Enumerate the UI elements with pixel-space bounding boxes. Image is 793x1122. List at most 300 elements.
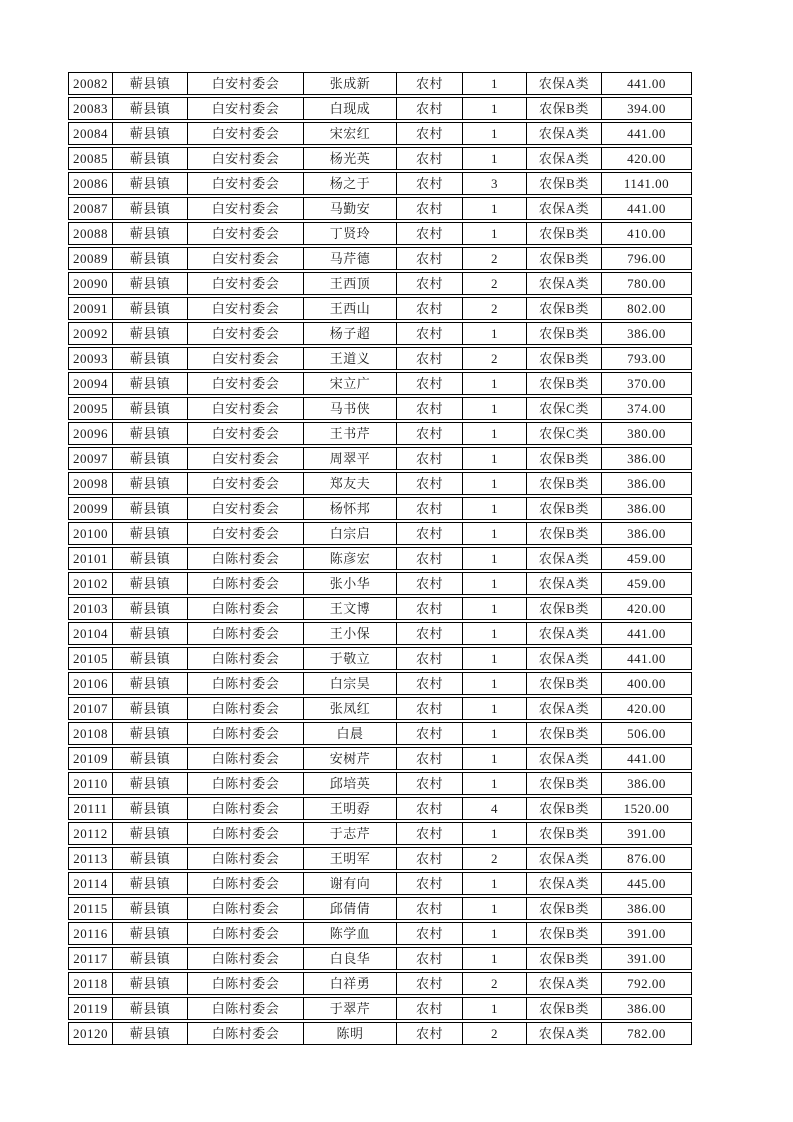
cell-person-name: 马书侠	[304, 398, 397, 419]
cell-record-id: 20109	[69, 748, 113, 769]
cell-residence-type: 农村	[397, 273, 463, 294]
cell-record-id: 20111	[69, 798, 113, 819]
table-row	[68, 772, 692, 795]
cell-record-id: 20119	[69, 998, 113, 1019]
cell-insurance-category: 农保A类	[527, 623, 602, 644]
cell-record-id: 20084	[69, 123, 113, 144]
cell-town: 蕲县镇	[113, 148, 188, 169]
table-row	[68, 172, 692, 195]
cell-insurance-category: 农保B类	[527, 523, 602, 544]
cell-amount: 380.00	[627, 426, 666, 441]
cell-residence-type: 农村	[397, 198, 463, 219]
cell-residence-type: 农村	[397, 598, 463, 619]
cell-person-count: 1	[463, 398, 527, 419]
cell-person-count: 1	[463, 123, 527, 144]
cell-residence-type: 农村	[397, 348, 463, 369]
cell-insurance-category: 农保B类	[527, 898, 602, 919]
cell-record-id: 20114	[69, 873, 113, 894]
cell-town: 蕲县镇	[113, 273, 188, 294]
cell-person-count: 1	[463, 498, 527, 519]
cell-amount: 386.00	[627, 501, 666, 516]
cell-record-id: 20095	[69, 398, 113, 419]
cell-residence-type: 农村	[397, 673, 463, 694]
cell-amount: 386.00	[627, 526, 666, 541]
cell-insurance-category: 农保B类	[527, 923, 602, 944]
cell-residence-type: 农村	[397, 98, 463, 119]
cell-insurance-category: 农保B类	[527, 598, 602, 619]
cell-residence-type: 农村	[397, 948, 463, 969]
cell-town: 蕲县镇	[113, 973, 188, 994]
cell-amount: 386.00	[627, 776, 666, 791]
cell-person-name: 陈彦宏	[304, 548, 397, 569]
cell-amount: 445.00	[627, 876, 666, 891]
table-row	[68, 672, 692, 695]
cell-town: 蕲县镇	[113, 773, 188, 794]
cell-person-name: 白宗启	[304, 523, 397, 544]
cell-town: 蕲县镇	[113, 748, 188, 769]
table-row	[68, 497, 692, 520]
cell-person-count: 1	[463, 148, 527, 169]
cell-amount: 441.00	[627, 751, 666, 766]
cell-person-count: 1	[463, 573, 527, 594]
cell-residence-type: 农村	[397, 748, 463, 769]
cell-town: 蕲县镇	[113, 823, 188, 844]
cell-village-committee: 白安村委会	[188, 523, 304, 544]
cell-person-count: 1	[463, 773, 527, 794]
cell-record-id: 20116	[69, 923, 113, 944]
cell-town: 蕲县镇	[113, 123, 188, 144]
cell-residence-type: 农村	[397, 323, 463, 344]
cell-record-id: 20110	[69, 773, 113, 794]
cell-village-committee: 白陈村委会	[188, 848, 304, 869]
cell-record-id: 20098	[69, 473, 113, 494]
table-row	[68, 272, 692, 295]
cell-insurance-category: 农保B类	[527, 798, 602, 819]
cell-town: 蕲县镇	[113, 248, 188, 269]
cell-insurance-category: 农保B类	[527, 373, 602, 394]
cell-amount: 410.00	[627, 226, 666, 241]
cell-record-id: 20100	[69, 523, 113, 544]
cell-person-name: 王道义	[304, 348, 397, 369]
cell-record-id: 20108	[69, 723, 113, 744]
cell-person-name: 杨子超	[304, 323, 397, 344]
cell-insurance-category: 农保B类	[527, 823, 602, 844]
table-row	[68, 622, 692, 645]
cell-person-count: 1	[463, 648, 527, 669]
cell-person-count: 2	[463, 348, 527, 369]
cell-amount: 802.00	[627, 301, 666, 316]
cell-town: 蕲县镇	[113, 223, 188, 244]
cell-person-name: 杨之于	[304, 173, 397, 194]
cell-person-name: 白宗昊	[304, 673, 397, 694]
table-row	[68, 522, 692, 545]
cell-insurance-category: 农保A类	[527, 748, 602, 769]
cell-person-count: 1	[463, 448, 527, 469]
cell-record-id: 20107	[69, 698, 113, 719]
cell-person-name: 陈学血	[304, 923, 397, 944]
cell-person-name: 王西山	[304, 298, 397, 319]
cell-residence-type: 农村	[397, 823, 463, 844]
table-row	[68, 197, 692, 220]
cell-person-count: 1	[463, 98, 527, 119]
cell-insurance-category: 农保A类	[527, 848, 602, 869]
table-row	[68, 747, 692, 770]
cell-person-count: 1	[463, 323, 527, 344]
cell-amount: 391.00	[627, 826, 666, 841]
cell-person-name: 张凤红	[304, 698, 397, 719]
cell-village-committee: 白陈村委会	[188, 948, 304, 969]
cell-town: 蕲县镇	[113, 548, 188, 569]
cell-residence-type: 农村	[397, 298, 463, 319]
table-row	[68, 597, 692, 620]
cell-insurance-category: 农保B类	[527, 723, 602, 744]
cell-town: 蕲县镇	[113, 723, 188, 744]
cell-town: 蕲县镇	[113, 448, 188, 469]
cell-person-count: 2	[463, 298, 527, 319]
table-row	[68, 822, 692, 845]
cell-amount: 441.00	[627, 201, 666, 216]
cell-person-name: 马芹德	[304, 248, 397, 269]
cell-record-id: 20103	[69, 598, 113, 619]
cell-person-count: 2	[463, 848, 527, 869]
cell-person-name: 于翠芹	[304, 998, 397, 1019]
cell-village-committee: 白陈村委会	[188, 898, 304, 919]
cell-amount: 386.00	[627, 476, 666, 491]
cell-town: 蕲县镇	[113, 498, 188, 519]
cell-insurance-category: 农保A类	[527, 73, 602, 94]
cell-village-committee: 白安村委会	[188, 473, 304, 494]
cell-town: 蕲县镇	[113, 198, 188, 219]
cell-town: 蕲县镇	[113, 348, 188, 369]
cell-residence-type: 农村	[397, 523, 463, 544]
cell-village-committee: 白陈村委会	[188, 598, 304, 619]
cell-insurance-category: 农保B类	[527, 673, 602, 694]
cell-town: 蕲县镇	[113, 673, 188, 694]
table-row	[68, 647, 692, 670]
cell-insurance-category: 农保A类	[527, 548, 602, 569]
cell-residence-type: 农村	[397, 873, 463, 894]
cell-person-name: 杨怀邦	[304, 498, 397, 519]
cell-person-count: 2	[463, 973, 527, 994]
cell-town: 蕲县镇	[113, 73, 188, 94]
cell-record-id: 20097	[69, 448, 113, 469]
cell-town: 蕲县镇	[113, 648, 188, 669]
cell-insurance-category: 农保B类	[527, 223, 602, 244]
cell-person-name: 王明军	[304, 848, 397, 869]
cell-village-committee: 白陈村委会	[188, 548, 304, 569]
cell-residence-type: 农村	[397, 698, 463, 719]
table-row	[68, 397, 692, 420]
cell-record-id: 20106	[69, 673, 113, 694]
cell-amount: 780.00	[627, 276, 666, 291]
cell-insurance-category: 农保C类	[527, 398, 602, 419]
cell-insurance-category: 农保B类	[527, 998, 602, 1019]
cell-record-id: 20101	[69, 548, 113, 569]
cell-village-committee: 白安村委会	[188, 148, 304, 169]
cell-person-count: 1	[463, 598, 527, 619]
table-row	[68, 997, 692, 1020]
cell-village-committee: 白安村委会	[188, 198, 304, 219]
cell-person-name: 张成新	[304, 73, 397, 94]
cell-amount: 391.00	[627, 951, 666, 966]
cell-amount: 386.00	[627, 901, 666, 916]
cell-residence-type: 农村	[397, 773, 463, 794]
cell-town: 蕲县镇	[113, 473, 188, 494]
cell-village-committee: 白安村委会	[188, 248, 304, 269]
cell-person-count: 1	[463, 523, 527, 544]
cell-person-name: 宋立广	[304, 373, 397, 394]
cell-person-count: 1	[463, 473, 527, 494]
cell-village-committee: 白安村委会	[188, 223, 304, 244]
cell-record-id: 20087	[69, 198, 113, 219]
cell-insurance-category: 农保B类	[527, 173, 602, 194]
cell-record-id: 20086	[69, 173, 113, 194]
cell-person-name: 于志芹	[304, 823, 397, 844]
cell-village-committee: 白陈村委会	[188, 648, 304, 669]
cell-village-committee: 白陈村委会	[188, 873, 304, 894]
cell-person-count: 1	[463, 73, 527, 94]
cell-village-committee: 白安村委会	[188, 298, 304, 319]
cell-person-name: 邱培英	[304, 773, 397, 794]
cell-amount: 420.00	[627, 701, 666, 716]
cell-town: 蕲县镇	[113, 423, 188, 444]
cell-record-id: 20102	[69, 573, 113, 594]
cell-person-name: 邱倩倩	[304, 898, 397, 919]
cell-person-count: 1	[463, 423, 527, 444]
cell-village-committee: 白陈村委会	[188, 573, 304, 594]
cell-amount: 1520.00	[623, 801, 670, 816]
cell-person-name: 宋宏红	[304, 123, 397, 144]
cell-person-count: 1	[463, 198, 527, 219]
cell-person-name: 马勤安	[304, 198, 397, 219]
cell-residence-type: 农村	[397, 848, 463, 869]
table-row	[68, 1022, 692, 1045]
cell-amount: 441.00	[627, 76, 666, 91]
cell-amount: 793.00	[627, 351, 666, 366]
cell-person-count: 1	[463, 923, 527, 944]
cell-record-id: 20082	[69, 73, 113, 94]
cell-insurance-category: 农保B类	[527, 98, 602, 119]
table-row	[68, 322, 692, 345]
cell-record-id: 20118	[69, 973, 113, 994]
table-row	[68, 122, 692, 145]
cell-residence-type: 农村	[397, 373, 463, 394]
cell-amount: 391.00	[627, 926, 666, 941]
cell-residence-type: 农村	[397, 898, 463, 919]
cell-amount: 394.00	[627, 101, 666, 116]
cell-person-name: 郑友夫	[304, 473, 397, 494]
cell-insurance-category: 农保B类	[527, 773, 602, 794]
cell-insurance-category: 农保A类	[527, 123, 602, 144]
cell-amount: 386.00	[627, 326, 666, 341]
cell-town: 蕲县镇	[113, 1023, 188, 1044]
cell-record-id: 20094	[69, 373, 113, 394]
cell-village-committee: 白陈村委会	[188, 973, 304, 994]
cell-person-count: 4	[463, 798, 527, 819]
cell-amount: 374.00	[627, 401, 666, 416]
cell-amount: 876.00	[627, 851, 666, 866]
cell-residence-type: 农村	[397, 248, 463, 269]
cell-record-id: 20090	[69, 273, 113, 294]
cell-person-count: 1	[463, 373, 527, 394]
table-row	[68, 72, 692, 95]
cell-record-id: 20113	[69, 848, 113, 869]
cell-record-id: 20117	[69, 948, 113, 969]
cell-record-id: 20085	[69, 148, 113, 169]
cell-insurance-category: 农保B类	[527, 948, 602, 969]
cell-residence-type: 农村	[397, 473, 463, 494]
cell-record-id: 20112	[69, 823, 113, 844]
table-row	[68, 572, 692, 595]
cell-residence-type: 农村	[397, 998, 463, 1019]
cell-person-name: 王西顶	[304, 273, 397, 294]
cell-person-name: 丁贤玲	[304, 223, 397, 244]
cell-village-committee: 白陈村委会	[188, 823, 304, 844]
cell-person-count: 1	[463, 548, 527, 569]
cell-insurance-category: 农保A类	[527, 198, 602, 219]
cell-town: 蕲县镇	[113, 798, 188, 819]
cell-village-committee: 白陈村委会	[188, 623, 304, 644]
cell-record-id: 20120	[69, 1023, 113, 1044]
cell-insurance-category: 农保A类	[527, 1023, 602, 1044]
cell-person-name: 陈明	[304, 1023, 397, 1044]
cell-record-id: 20088	[69, 223, 113, 244]
cell-amount: 420.00	[627, 601, 666, 616]
cell-person-count: 1	[463, 673, 527, 694]
cell-person-count: 1	[463, 748, 527, 769]
cell-village-committee: 白安村委会	[188, 273, 304, 294]
cell-amount: 782.00	[627, 1026, 666, 1041]
cell-village-committee: 白安村委会	[188, 173, 304, 194]
cell-residence-type: 农村	[397, 648, 463, 669]
cell-residence-type: 农村	[397, 173, 463, 194]
cell-amount: 370.00	[627, 376, 666, 391]
cell-record-id: 20083	[69, 98, 113, 119]
cell-amount: 796.00	[627, 251, 666, 266]
cell-person-name: 于敬立	[304, 648, 397, 669]
cell-person-name: 王小保	[304, 623, 397, 644]
cell-residence-type: 农村	[397, 223, 463, 244]
cell-village-committee: 白陈村委会	[188, 673, 304, 694]
cell-person-name: 周翠平	[304, 448, 397, 469]
cell-amount: 386.00	[627, 451, 666, 466]
cell-amount: 420.00	[627, 151, 666, 166]
cell-residence-type: 农村	[397, 1023, 463, 1044]
cell-insurance-category: 农保A类	[527, 973, 602, 994]
cell-amount: 386.00	[627, 1001, 666, 1016]
cell-town: 蕲县镇	[113, 373, 188, 394]
cell-village-committee: 白陈村委会	[188, 773, 304, 794]
table-row	[68, 97, 692, 120]
cell-town: 蕲县镇	[113, 298, 188, 319]
cell-village-committee: 白陈村委会	[188, 748, 304, 769]
cell-town: 蕲县镇	[113, 998, 188, 1019]
cell-amount: 459.00	[627, 576, 666, 591]
cell-record-id: 20092	[69, 323, 113, 344]
cell-residence-type: 农村	[397, 723, 463, 744]
table-row	[68, 722, 692, 745]
cell-village-committee: 白安村委会	[188, 373, 304, 394]
cell-record-id: 20099	[69, 498, 113, 519]
table-row	[68, 347, 692, 370]
cell-town: 蕲县镇	[113, 698, 188, 719]
cell-village-committee: 白安村委会	[188, 398, 304, 419]
cell-insurance-category: 农保A类	[527, 148, 602, 169]
cell-town: 蕲县镇	[113, 623, 188, 644]
cell-town: 蕲县镇	[113, 573, 188, 594]
cell-insurance-category: 农保A类	[527, 873, 602, 894]
cell-person-count: 3	[463, 173, 527, 194]
cell-insurance-category: 农保A类	[527, 648, 602, 669]
cell-residence-type: 农村	[397, 423, 463, 444]
cell-person-name: 杨光英	[304, 148, 397, 169]
cell-insurance-category: 农保A类	[527, 573, 602, 594]
table-row	[68, 797, 692, 820]
cell-amount: 459.00	[627, 551, 666, 566]
cell-town: 蕲县镇	[113, 848, 188, 869]
cell-residence-type: 农村	[397, 73, 463, 94]
cell-residence-type: 农村	[397, 548, 463, 569]
cell-insurance-category: 农保B类	[527, 298, 602, 319]
table-row	[68, 847, 692, 870]
cell-residence-type: 农村	[397, 398, 463, 419]
cell-insurance-category: 农保C类	[527, 423, 602, 444]
cell-amount: 441.00	[627, 126, 666, 141]
table-row	[68, 947, 692, 970]
cell-amount: 400.00	[627, 676, 666, 691]
table-row	[68, 897, 692, 920]
cell-amount: 441.00	[627, 651, 666, 666]
cell-record-id: 20089	[69, 248, 113, 269]
cell-residence-type: 农村	[397, 923, 463, 944]
cell-person-name: 王明孬	[304, 798, 397, 819]
cell-person-name: 安树芹	[304, 748, 397, 769]
cell-insurance-category: 农保B类	[527, 448, 602, 469]
cell-record-id: 20096	[69, 423, 113, 444]
cell-insurance-category: 农保A类	[527, 273, 602, 294]
cell-person-name: 王文博	[304, 598, 397, 619]
cell-town: 蕲县镇	[113, 873, 188, 894]
cell-person-count: 1	[463, 698, 527, 719]
cell-residence-type: 农村	[397, 448, 463, 469]
table-row	[68, 372, 692, 395]
cell-insurance-category: 农保B类	[527, 248, 602, 269]
cell-village-committee: 白陈村委会	[188, 1023, 304, 1044]
cell-person-count: 2	[463, 273, 527, 294]
cell-town: 蕲县镇	[113, 948, 188, 969]
cell-person-name: 白现成	[304, 98, 397, 119]
cell-residence-type: 农村	[397, 623, 463, 644]
cell-person-count: 2	[463, 1023, 527, 1044]
cell-person-count: 1	[463, 223, 527, 244]
cell-record-id: 20105	[69, 648, 113, 669]
cell-insurance-category: 农保B类	[527, 348, 602, 369]
cell-insurance-category: 农保A类	[527, 698, 602, 719]
cell-village-committee: 白安村委会	[188, 123, 304, 144]
table-row	[68, 147, 692, 170]
cell-village-committee: 白安村委会	[188, 498, 304, 519]
cell-person-count: 1	[463, 823, 527, 844]
cell-town: 蕲县镇	[113, 323, 188, 344]
records-table	[68, 72, 692, 1047]
cell-town: 蕲县镇	[113, 173, 188, 194]
table-row	[68, 297, 692, 320]
cell-record-id: 20093	[69, 348, 113, 369]
table-row	[68, 247, 692, 270]
cell-town: 蕲县镇	[113, 598, 188, 619]
cell-person-count: 1	[463, 723, 527, 744]
cell-town: 蕲县镇	[113, 98, 188, 119]
